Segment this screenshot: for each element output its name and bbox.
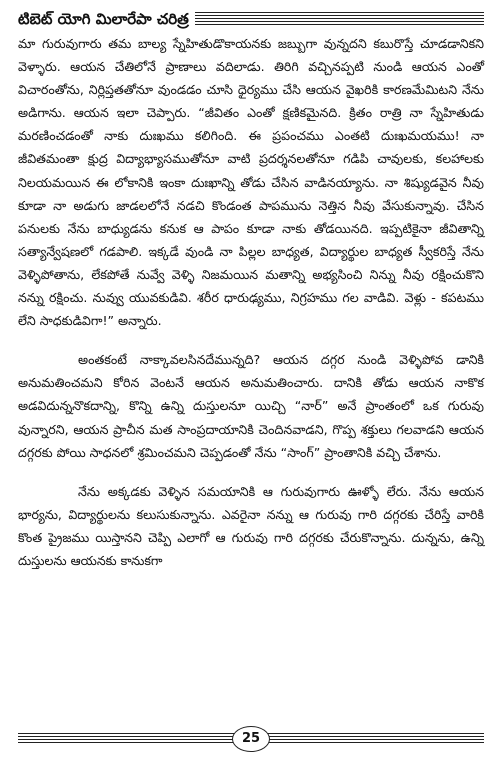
page-number: 25 [232, 726, 270, 752]
page-header [18, 8, 484, 30]
page-footer [18, 726, 484, 754]
paragraph: మా గురువుగారు తమ బాల్య స్నేహితుడొకాయనకు జబ్బుగా వున్నదని కబురొస్తే చూడడానికని వెళ్ళారు. ఆయన చేతిలోనే ప్రాణాలు వదిలాడు. తిరిగి వచ్చినప్పటి నుండి ఆయన ఎంతో విచారంతోను, నిర్లిప్తతతోనూ వుండడం చూసి ధైర్యము చేసి ఆయన వైఖరికి కారణమేమిటని నేను అడిగాను. ఆయన ఇలా చెప్పారు. “జీవితం ఎంతో క్షణికమైనది. క్రితం రాత్రి నా స్నేహితుడు మరణించడంతో నాకు దుఃఖము కలిగింది. ఈ ప్రపంచము ఎంతటి దుఃఖమయము! నా జీవితమంతా క్షుద్ర విద్యాభ్యాసముతోనూ వాటి ప్రదర్శనలతోనూ గడిపి చావులకు, కలహాలకు నిలయమయిన ఈ లోకానికి ఇంకా దుఃఖాన్ని తోడు చేసిన వాడినయ్యాను. నా శిష్యుడవైన నీవు కూడా నా అడుగు జాడలలోనే నడచి కొండంత పాపమును నెత్తిన నీవు వేసుకున్నావు. చేసిన పనులకు నేను బాధ్యుడను కనుక ఆ పాపం కూడా నాకు తోడయినది. ఇప్పటికైనా జీవితాన్ని సత్యాన్వేషణలో గడపాలి. ఇక్కడే వుండి నా పిల్లల బాధ్యత, విద్యార్థుల బాధ్యత స్వీకరిస్తే నేను వెళ్ళిపోతాను, లేకపోతే నువ్వే వెళ్ళి నిజమయిన మతాన్ని అభ్యసించి నిన్ను నీవు రక్షించుకొని నన్ను రక్షించు. నువ్వు యువకుడివి. శరీర ధారుఢ్యము, నిగ్రహము గల వాడివి. వెళ్లు - కపటము లేని సాధకుడివిగా!” అన్నారు. [18, 36, 484, 329]
paragraph: అంతకంటే నాక్కావలసినదేమున్నది? ఆయన దగ్గర నుండి వెళ్ళిపోవ డానికి అనుమతించమని కోరిన వెంటనే ఆయన అనుమతించారు. దానికి తోడు ఆయన నాకొక అడవిదున్ననొకదాన్ని, కొన్ని ఉన్ని దుస్తులనూ యిచ్చి “నార్” అనే ప్రాంతంలో ఒక గురువు వున్నారని, ఆయన ప్రాచీన మత సాంప్రదాయానికి చెందినవాడని, గొప్ప శక్తులు గలవాడని ఆయన దగ్గరకు పోయి సాధనలో శ్రమించమని చెప్పడంతో నేను “సాంగ్” ప్రాంతానికి వచ్చి చేశాను. [18, 352, 484, 460]
book-title: టిబెట్ యోగి మిలారేపా చరిత్ర [18, 8, 195, 30]
page-body [18, 32, 484, 572]
paragraph: నేను అక్కడకు వెళ్ళిన సమయానికి ఆ గురువుగారు ఊళ్ళో లేరు. నేను ఆయన భార్యను, విద్యార్థులను కలుసుకున్నాను. ఎవరైనా నన్ను ఆ గురువు గారి దగ్గరకు చేరిస్తే వారికి కొంత ప్రైజము యిస్తానని చెప్పి ఎలాగో ఆ గురువు గారి దగ్గరకు చేరుకొన్నాను. దున్నను, ఉన్ని దుస్తులను ఆయనకు కానుకగా [18, 483, 484, 568]
